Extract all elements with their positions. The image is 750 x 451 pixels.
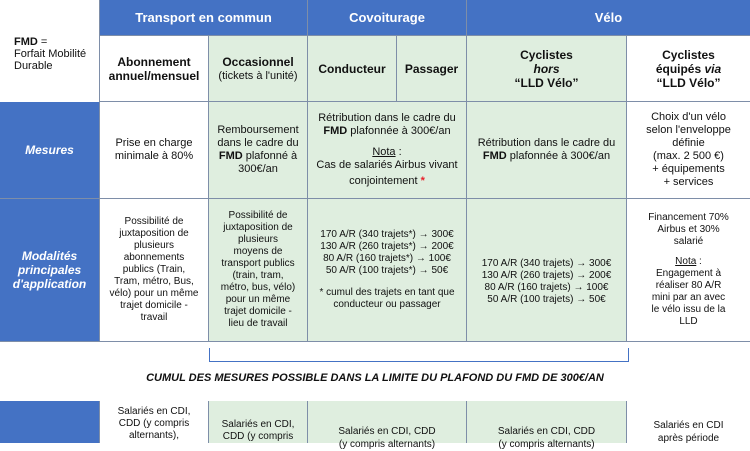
- fmd-desc-2: Durable: [14, 60, 53, 72]
- modalites-occasionnel-line: transport publics: [221, 258, 295, 269]
- header-velo: [467, 0, 750, 36]
- cumul-bracket: [209, 348, 629, 362]
- modalites-abonnement-line: abonnements: [123, 252, 185, 263]
- bottom-abonnement-line: CDD (y compris: [118, 418, 190, 429]
- modalites-abonnement-line: plusieurs: [133, 240, 175, 251]
- modalites-velo-eq-rest: mini par an avec: [651, 292, 726, 303]
- mesures-abonnement-1: Prise en charge: [115, 137, 193, 149]
- modalites-velo-hors: [467, 199, 627, 342]
- mesures-velo-eq-5: + équipements: [652, 163, 725, 175]
- mesures-covoit-5-wrap: [349, 175, 425, 188]
- header-transport: [100, 0, 308, 36]
- bottom-velo-hors: [467, 401, 627, 450]
- modalites-velo-eq-1: Financement 70%: [648, 212, 729, 223]
- modalites-covoiturage: [308, 199, 467, 342]
- modalites-occasionnel-line: (train, tram,: [232, 270, 284, 281]
- mesures-covoit-2b: plafonnée à 300€/an: [347, 125, 451, 137]
- mesures-abonnement-2: minimale à 80%: [114, 150, 194, 162]
- bottom-abonnement-line: Salariés en CDI,: [117, 406, 191, 417]
- modalites-velo-hors-line: 50 A/R (100 trajets) → 50€: [487, 294, 606, 305]
- modalites-velo-eq-colon: :: [696, 256, 702, 267]
- modalites-velo-eq-nota-wrap: [675, 256, 702, 268]
- subheader-abonnement-1: Abonnement: [117, 54, 191, 69]
- row-label-modalites-2: principales: [17, 263, 82, 277]
- subheader-cyclistes-equipes-3: “LLD Vélo”: [656, 75, 721, 90]
- subheader-cyclistes-hors-2: hors: [533, 61, 560, 76]
- fmd-legend: [0, 0, 100, 102]
- asterisk-icon: *: [420, 175, 425, 187]
- mesures-covoit-2a: FMD: [323, 125, 348, 137]
- modalites-occasionnel: [209, 199, 308, 342]
- mesures-velo-hors-2-wrap: [483, 150, 610, 163]
- mesures-velo-hors-2b: plafonnée à 300€/an: [506, 150, 611, 162]
- modalites-velo-eq-rest: réaliser 80 A/R: [655, 280, 722, 291]
- modalites-covoit-line: 130 A/R (260 trajets*) → 200€: [320, 241, 454, 252]
- modalites-abonnement-line: vélo) pour un même: [109, 288, 199, 299]
- modalites-velo-hors-line: 170 A/R (340 trajets) → 300€: [481, 258, 612, 269]
- modalites-velo-eq-nota: Nota: [675, 256, 697, 267]
- modalites-abonnement-line: juxtaposition de: [119, 228, 189, 239]
- mesures-covoit-nota: Nota: [372, 146, 396, 158]
- bottom-occasionnel: [209, 401, 308, 443]
- bottom-velo-hors-line: (y compris alternants): [498, 439, 595, 450]
- subheader-conducteur: [308, 36, 397, 102]
- bottom-velo-eq-line: Salariés en CDI: [653, 420, 724, 431]
- bottom-velo-equipes: [627, 401, 750, 443]
- subheader-occasionnel-2: (tickets à l'unité): [218, 69, 298, 82]
- modalites-velo-eq-3: salarié: [673, 236, 704, 247]
- row-label-mesures-text: Mesures: [25, 143, 74, 157]
- mesures-occ-3-wrap: [219, 150, 297, 163]
- modalites-occasionnel-line: juxtaposition de: [223, 222, 293, 233]
- modalites-covoit-line: 80 A/R (160 trajets*) → 100€: [323, 253, 451, 264]
- subheader-passager-label: Passager: [404, 61, 459, 76]
- header-covoiturage: [308, 0, 467, 36]
- modalites-abonnement-line: trajet domicile -: [120, 300, 188, 311]
- modalites-abonnement-line: publics (Train,: [122, 264, 186, 275]
- modalites-abonnement-line: Tram, métro, Bus,: [114, 276, 194, 287]
- modalites-velo-eq-rest: le vélo issu de la: [651, 304, 726, 315]
- mesures-occ-3a: FMD: [218, 150, 243, 162]
- subheader-cyclistes-equipes-via: via: [704, 61, 722, 76]
- modalites-abonnement-line: Possibilité de: [124, 216, 184, 227]
- mesures-abonnement: [100, 102, 209, 199]
- mesures-velo-eq-4: (max. 2 500 €): [653, 150, 724, 162]
- mesures-velo-hors-1: Rétribution dans le cadre du: [477, 137, 616, 149]
- subheader-passager: [397, 36, 467, 102]
- modalites-covoit-note-1: * cumul des trajets en tant que: [319, 287, 455, 298]
- mesures-occ-2: dans le cadre du: [217, 137, 299, 149]
- mesures-velo-eq-2: selon l'enveloppe: [646, 124, 731, 136]
- subheader-cyclistes-equipes-2: équipés: [655, 61, 705, 76]
- subheader-cyclistes-hors: [467, 36, 627, 102]
- mesures-velo-eq-1: Choix d'un vélo: [651, 111, 726, 123]
- subheader-abonnement-2: annuel/mensuel: [108, 68, 200, 83]
- bottom-covoit-line: (y compris alternants): [338, 439, 436, 450]
- bottom-covoiturage: [308, 401, 467, 450]
- mesures-occ-4: 300€/an: [238, 163, 278, 175]
- bottom-occasionnel-line: CDD (y compris: [222, 431, 294, 442]
- modalites-velo-equipes: [627, 199, 750, 342]
- subheader-cyclistes-hors-3: “LLD Vélo”: [514, 75, 579, 90]
- mesures-covoit-2-wrap: [323, 125, 450, 138]
- row-label-bottom: [0, 401, 100, 443]
- mesures-occasionnel: [209, 102, 308, 199]
- modalites-occasionnel-line: trajet domicile -: [224, 306, 292, 317]
- subheader-cyclistes-equipes-2-wrap: [656, 62, 721, 76]
- modalites-velo-eq-rest: LLD: [679, 316, 698, 327]
- row-label-modalites: [0, 199, 100, 342]
- mesures-occ-1: Remboursement: [217, 124, 299, 136]
- mesures-velo-hors-2a: FMD: [482, 150, 507, 162]
- bottom-abonnement-line: alternants),: [128, 430, 180, 441]
- mesures-velo-eq-6: + services: [663, 176, 714, 188]
- header-covoiturage-label: Covoiturage: [349, 10, 425, 25]
- modalites-abonnement: [100, 199, 209, 342]
- bottom-abonnement: [100, 401, 209, 443]
- subheader-cyclistes-hors-1: Cyclistes: [520, 47, 573, 62]
- bottom-velo-eq-line: après période: [657, 433, 720, 444]
- modalites-velo-eq-2: Airbus et 30%: [657, 224, 720, 235]
- modalites-occasionnel-line: métro, bus, vélo): [220, 282, 296, 293]
- row-label-modalites-1: Modalités: [21, 249, 78, 263]
- row-label-modalites-3: d'application: [12, 277, 87, 291]
- fmd-label: FMD: [14, 36, 38, 48]
- mesures-covoiturage: [308, 102, 467, 199]
- mesures-occ-3b: plafonné à: [242, 150, 298, 162]
- modalites-occasionnel-line: moyens de: [233, 246, 283, 257]
- modalites-velo-hors-line: 80 A/R (160 trajets) → 100€: [484, 282, 609, 293]
- modalites-abonnement-line: travail: [140, 312, 168, 323]
- mesures-velo-equipes: [627, 102, 750, 199]
- modalites-covoit-line: 50 A/R (100 trajets*) → 50€: [325, 265, 449, 276]
- subheader-occasionnel-1: Occasionnel: [222, 54, 294, 69]
- modalites-covoit-line: 170 A/R (340 trajets*) → 300€: [320, 229, 454, 240]
- modalites-occasionnel-line: pour un même: [225, 294, 291, 305]
- mesures-velo-hors: [467, 102, 627, 199]
- modalites-velo-eq-rest: Engagement à: [655, 268, 722, 279]
- cumul-text: CUMUL DES MESURES POSSIBLE DANS LA LIMITE DU PLAFOND DU FMD DE 300€/AN: [146, 372, 604, 384]
- modalites-occasionnel-line: plusieurs: [237, 234, 279, 245]
- subheader-cyclistes-equipes-1: Cyclistes: [662, 47, 715, 62]
- modalites-velo-hors-line: 130 A/R (260 trajets) → 200€: [481, 270, 612, 281]
- fmd-eq: =: [37, 36, 48, 48]
- subheader-abonnement: [100, 36, 209, 102]
- subheader-conducteur-label: Conducteur: [318, 61, 386, 76]
- row-label-mesures: [0, 102, 100, 199]
- mesures-covoit-1: Rétribution dans le cadre du: [318, 112, 456, 124]
- modalites-covoit-note-2: conducteur ou passager: [333, 299, 441, 310]
- subheader-cyclistes-equipes: [627, 36, 750, 102]
- mesures-covoit-nota-wrap: [372, 146, 401, 159]
- bottom-occasionnel-line: Salariés en CDI,: [221, 419, 295, 430]
- header-velo-label: Vélo: [594, 10, 623, 25]
- modalites-occasionnel-line: lieu de travail: [228, 318, 288, 329]
- modalites-occasionnel-line: Possibilité de: [228, 210, 288, 221]
- bottom-covoit-line: Salariés en CDI, CDD: [338, 426, 436, 437]
- bottom-velo-hors-line: Salariés en CDI, CDD: [497, 426, 596, 437]
- header-transport-label: Transport en commun: [135, 10, 272, 25]
- mesures-covoit-4: Cas de salariés Airbus vivant: [316, 159, 458, 171]
- mesures-covoit-nota-colon: :: [395, 146, 402, 158]
- mesures-covoit-5: conjointement: [349, 175, 418, 187]
- mesures-velo-eq-3: définie: [672, 137, 705, 149]
- subheader-occasionnel: [209, 36, 308, 102]
- fmd-desc-1: Forfait Mobilité: [14, 48, 87, 60]
